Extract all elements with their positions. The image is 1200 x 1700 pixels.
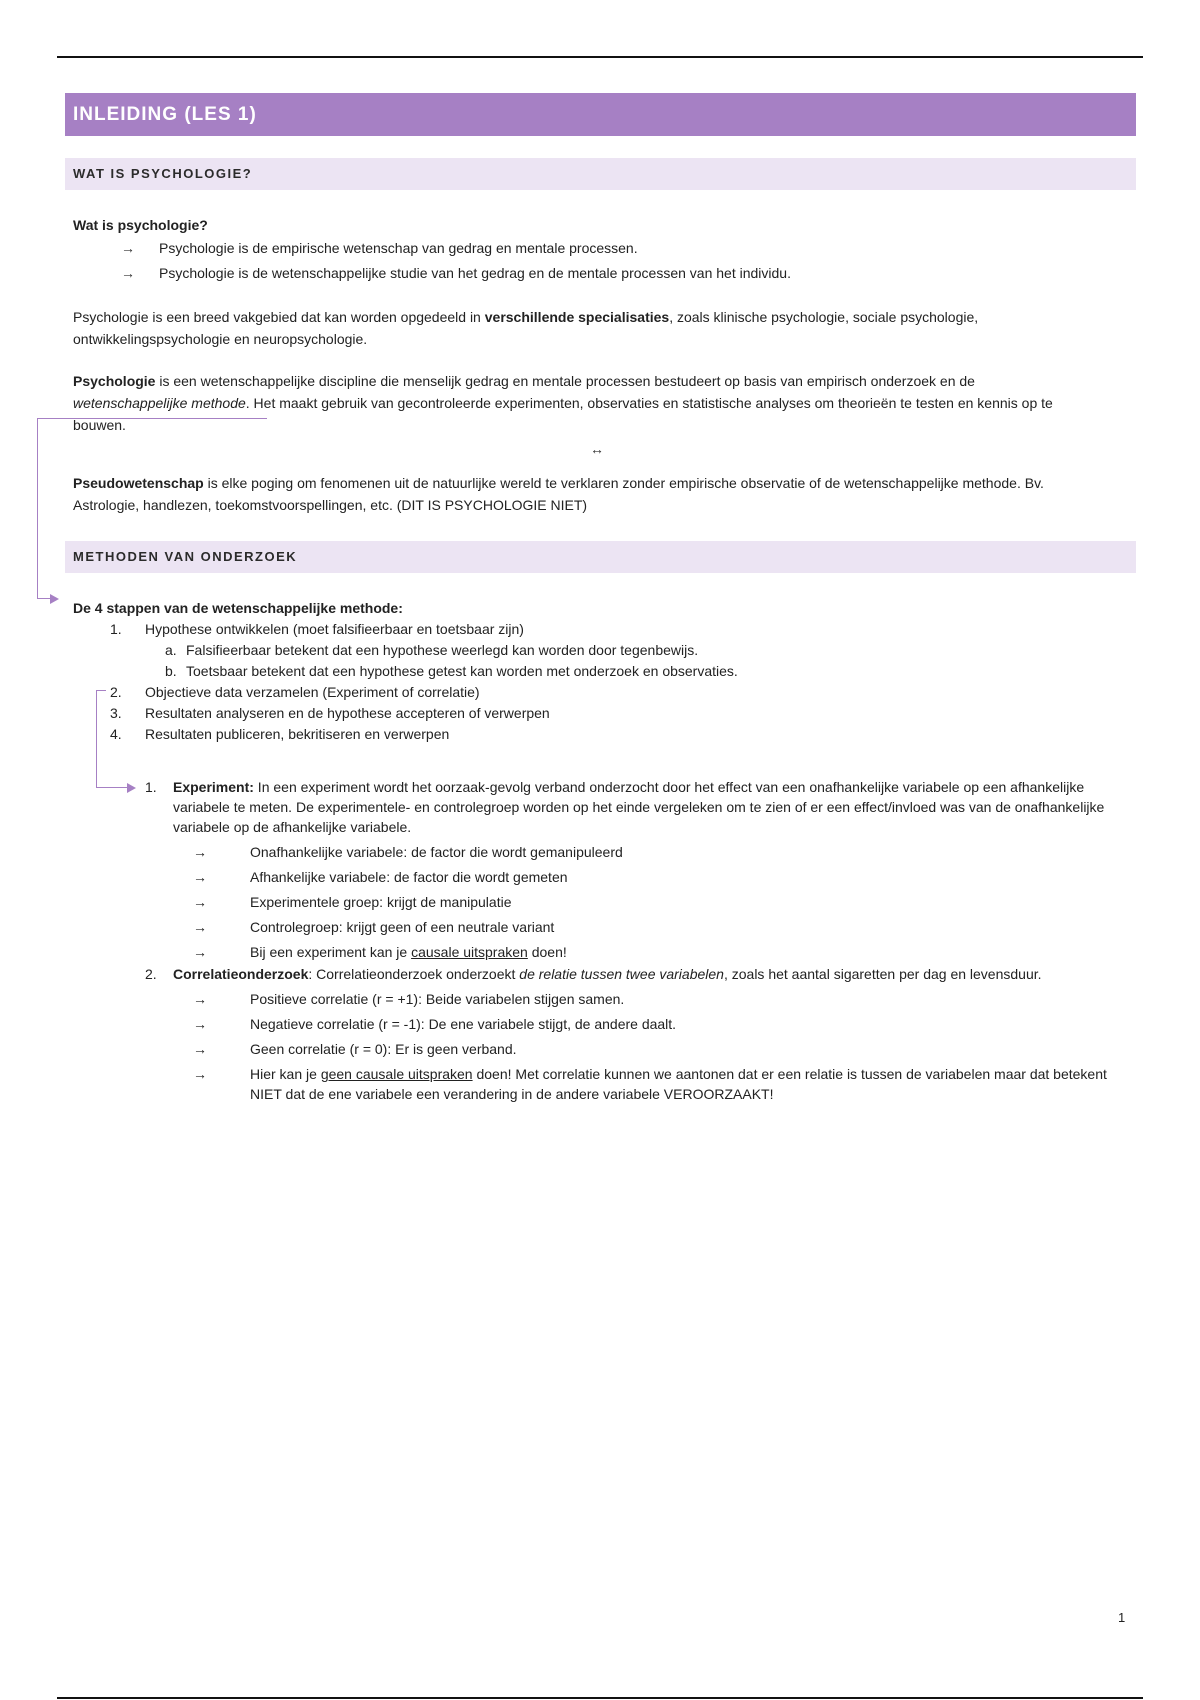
question-title: Wat is psychologie? <box>73 217 208 233</box>
list-item: 2. Objectieve data verzamelen (Experiment of correlatie) <box>110 684 480 700</box>
list-item: → Psychologie is de wetenschappelijke studie van het gedrag en de mentale processen van het individu. <box>73 263 1133 284</box>
list-item: → Bij een experiment kan je causale uitspraken doen! <box>193 944 567 960</box>
list-item: → Hier kan je geen causale uitspraken doen! Met correlatie kunnen we aantonen dat er een relatie is tussen de variabelen maar dat betekent NIET dat de ene variabele een verandering in de andere variabele VEROORZAAKT! <box>193 1066 1107 1102</box>
connector-line <box>37 418 267 419</box>
section-heading-psychologie <box>65 158 1136 190</box>
list-item: → Afhankelijke variabele: de factor die wordt gemeten <box>193 869 568 885</box>
arrow-right-icon: → <box>193 991 207 1007</box>
list-item: → Positieve correlatie (r = +1): Beide variabelen stijgen samen. <box>193 991 625 1007</box>
list-item: a. Falsifieerbaar betekent dat een hypothese weerlegd kan worden door tegenbewijs. <box>165 642 699 658</box>
list-item: → Experimentele groep: krijgt de manipulatie <box>193 894 512 910</box>
list-item-correlatie: 2. Correlatieonderzoek: Correlatieonderzoek onderzoekt de relatie tussen twee variabelen, zoals het aantal sigaretten per dag en levensduur. → Positieve correlatie (r = +1): Beide variabelen stijgen samen. → Negatieve correlatie (r = -1): De ene variabele stijgt, de andere daalt. → Geen correlatie (r = 0): Er is geen verband. → Hier kan je geen causale uitspraken doen! Met correlatie kunnen we aantonen dat er een relatie is tussen de variabelen maar dat betekent NIET dat de ene variabele een verandering in de andere variabele VEROORZAAKT! <box>145 964 1115 1104</box>
list-item: b. Toetsbaar betekent dat een hypothese getest kan worden met onderzoek en observaties. <box>165 663 738 679</box>
section-heading-text: METHODEN VAN ONDERZOEK <box>73 549 298 564</box>
connector-arrowhead-icon <box>50 594 59 604</box>
list-item: 1. Hypothese ontwikkelen (moet falsifieerbaar en toetsbaar zijn) <box>110 621 524 637</box>
list-item: → Geen correlatie (r = 0): Er is geen verband. <box>193 1041 517 1057</box>
arrow-right-icon: → <box>193 1041 207 1057</box>
steps-title: De 4 stappen van de wetenschappelijke methode: <box>73 600 403 616</box>
question-block <box>73 215 1133 284</box>
methods-list <box>145 777 1115 1104</box>
chapter-title: INLEIDING (LES 1) <box>73 104 257 125</box>
bottom-rule <box>57 1697 1143 1699</box>
arrow-right-icon: → <box>193 919 207 935</box>
arrow-right-icon: → <box>193 1066 207 1082</box>
arrow-right-icon: → <box>121 265 135 281</box>
paragraph-pseudowetenschap: Pseudowetenschap is elke poging om fenomenen uit de natuurlijke wereld te verklaren zonder empirische observatie of de wetenschappelijke methode. Bv. Astrologie, handlezen, toekomstvoorspellingen, etc. (DIT IS PSYCHOLOGIE NIET) <box>73 475 1044 513</box>
double-arrow-icon: ↔ <box>590 441 604 457</box>
list-item: → Negatieve correlatie (r = -1): De ene variabele stijgt, de andere daalt. <box>193 1016 677 1032</box>
list-item: → Psychologie is de empirische wetenschap van gedrag en mentale processen. <box>73 238 1133 259</box>
arrow-right-icon: → <box>121 240 135 256</box>
list-item: → Onafhankelijke variabele: de factor die wordt gemanipuleerd <box>193 844 623 860</box>
connector-arrowhead-icon <box>127 783 136 793</box>
list-item: 4. Resultaten publiceren, bekritiseren en verwerpen <box>110 726 450 742</box>
list-item-experiment: 1. Experiment: In een experiment wordt het oorzaak-gevolg verband onderzocht door het effect van een onafhankelijke variabele op een afhankelijke variabele te meten. De experimentele- en controlegroep worden op het einde vergeleken om te zien of er een effect/invloed was van de onafhankelijke variabele op de afhankelijke variabele. → Onafhankelijke variabele: de factor die wordt gemanipuleerd → Afhankelijke variabele: de factor die wordt gemeten → Experimentele groep: krijgt de manipulatie → Controlegroep: krijgt geen of een neutrale variant → Bij een experiment kan je causale uitspraken doen! <box>145 777 1115 962</box>
steps-block <box>73 598 1133 745</box>
section-heading-methoden <box>65 541 1136 573</box>
list-item: 3. Resultaten analyseren en de hypothese accepteren of verwerpen <box>110 705 550 721</box>
arrow-right-icon: → <box>193 944 207 960</box>
arrow-right-icon: → <box>193 844 207 860</box>
arrow-right-icon: → <box>193 894 207 910</box>
connector-line <box>37 418 38 599</box>
paragraph-psychologie: Psychologie is een wetenschappelijke discipline die menselijk gedrag en mentale processen bestudeert op basis van empirisch onderzoek en de wetenschappelijke methode. Het maakt gebruik van gecontroleerde experimenten, observaties en statistische analyses om theorieën te testen en kennis op te bouwen. <box>73 373 1053 433</box>
chapter-banner <box>65 93 1136 136</box>
connector-line <box>96 787 129 788</box>
arrow-right-icon: → <box>193 1016 207 1032</box>
page-number: 1 <box>1118 1610 1126 1625</box>
list-item: → Controlegroep: krijgt geen of een neutrale variant <box>193 919 555 935</box>
arrow-right-icon: → <box>193 869 207 885</box>
paragraph-specialisaties: Psychologie is een breed vakgebied dat kan worden opgedeeld in verschillende specialisaties, zoals klinische psychologie, sociale psychologie, ontwikkelingspsychologie en neuropsychologie. <box>73 309 979 347</box>
top-rule <box>57 56 1143 58</box>
section-heading-text: WAT IS PSYCHOLOGIE? <box>73 166 253 181</box>
